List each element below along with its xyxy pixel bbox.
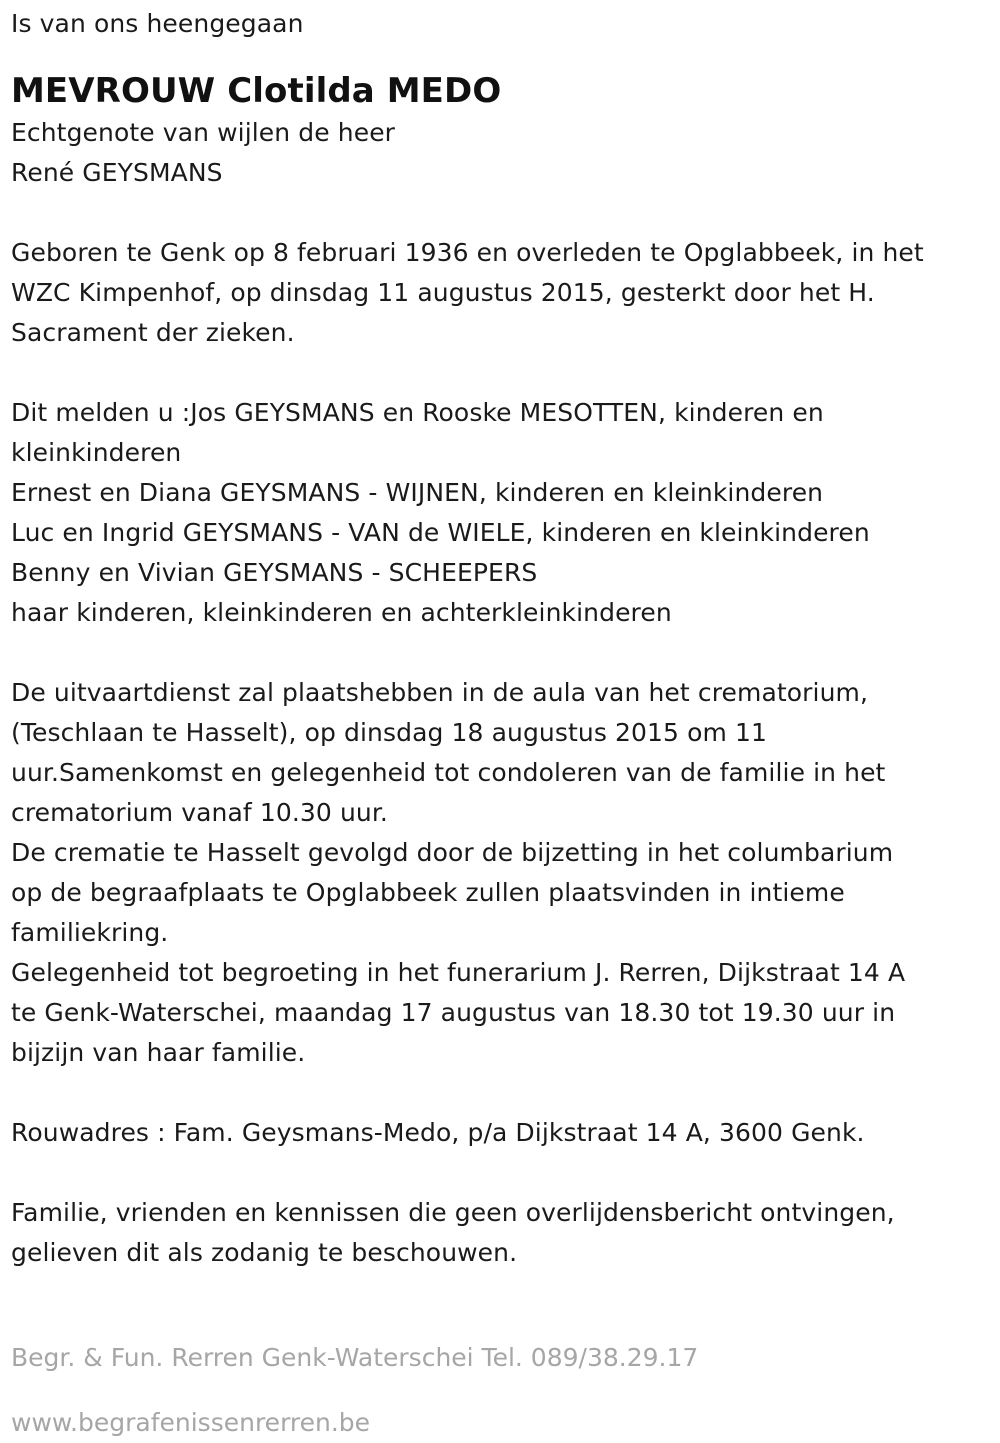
birth-death-block xyxy=(11,233,972,353)
family-line: Benny en Vivian GEYSMANS - SCHEEPERS xyxy=(11,558,538,587)
birth-death-line: Sacrament der zieken. xyxy=(11,318,295,347)
closing-block xyxy=(11,1193,972,1273)
ceremony-line: familiekring. xyxy=(11,918,169,947)
birth-death-line: WZC Kimpenhof, op dinsdag 11 augustus 2015, gesterkt door het H. xyxy=(11,278,875,307)
ceremony-line: Gelegenheid tot begroeting in het funerarium J. Rerren, Dijkstraat 14 A xyxy=(11,958,906,987)
spacer xyxy=(11,633,972,673)
ceremony-line: bijzijn van haar familie. xyxy=(11,1038,306,1067)
spouse-block xyxy=(11,113,972,193)
family-line: Ernest en Diana GEYSMANS - WIJNEN, kinderen en kleinkinderen xyxy=(11,478,824,507)
mourning-address: Rouwadres : Fam. Geysmans-Medo, p/a Dijkstraat 14 A, 3600 Genk. xyxy=(11,1118,865,1147)
website-link[interactable]: www.begrafenissenrerren.be xyxy=(11,1408,371,1437)
footer xyxy=(11,1338,972,1443)
intro-text: Is van ons heengegaan xyxy=(11,9,304,38)
closing-line: gelieven dit als zodanig te beschouwen. xyxy=(11,1238,518,1267)
spacer xyxy=(11,193,972,233)
family-block xyxy=(11,393,972,633)
family-line: haar kinderen, kleinkinderen en achterkleinkinderen xyxy=(11,598,672,627)
closing-line: Familie, vrienden en kennissen die geen overlijdensbericht ontvingen, xyxy=(11,1198,895,1227)
spacer xyxy=(11,1273,972,1313)
spacer xyxy=(11,1073,972,1113)
family-line: Luc en Ingrid GEYSMANS - VAN de WIELE, kinderen en kleinkinderen xyxy=(11,518,870,547)
ceremony-line: De uitvaartdienst zal plaatshebben in de aula van het crematorium, xyxy=(11,678,869,707)
family-line: Dit melden u :Jos GEYSMANS en Rooske MESOTTEN, kinderen en xyxy=(11,398,824,427)
ceremony-line: (Teschlaan te Hasselt), op dinsdag 18 augustus 2015 om 11 xyxy=(11,718,767,747)
deceased-name: MEVROUW Clotilda MEDO xyxy=(11,71,502,111)
spouse-line: René GEYSMANS xyxy=(11,158,223,187)
undertaker-info: Begr. & Fun. Rerren Genk-Waterschei Tel. 089/38.29.17 xyxy=(11,1343,699,1372)
birth-death-line: Geboren te Genk op 8 februari 1936 en overleden te Opglabbeek, in het xyxy=(11,238,924,267)
ceremony-block xyxy=(11,673,972,1073)
family-line: kleinkinderen xyxy=(11,438,182,467)
ceremony-line: te Genk-Waterschei, maandag 17 augustus van 18.30 tot 19.30 uur in xyxy=(11,998,896,1027)
spouse-line: Echtgenote van wijlen de heer xyxy=(11,118,396,147)
spacer xyxy=(11,1153,972,1193)
ceremony-line: uur.Samenkomst en gelegenheid tot condoleren van de familie in het xyxy=(11,758,886,787)
ceremony-line: op de begraafplaats te Opglabbeek zullen plaatsvinden in intieme xyxy=(11,878,845,907)
ceremony-line: De crematie te Hasselt gevolgd door de bijzetting in het columbarium xyxy=(11,838,894,867)
spacer xyxy=(11,353,972,393)
ceremony-line: crematorium vanaf 10.30 uur. xyxy=(11,798,388,827)
